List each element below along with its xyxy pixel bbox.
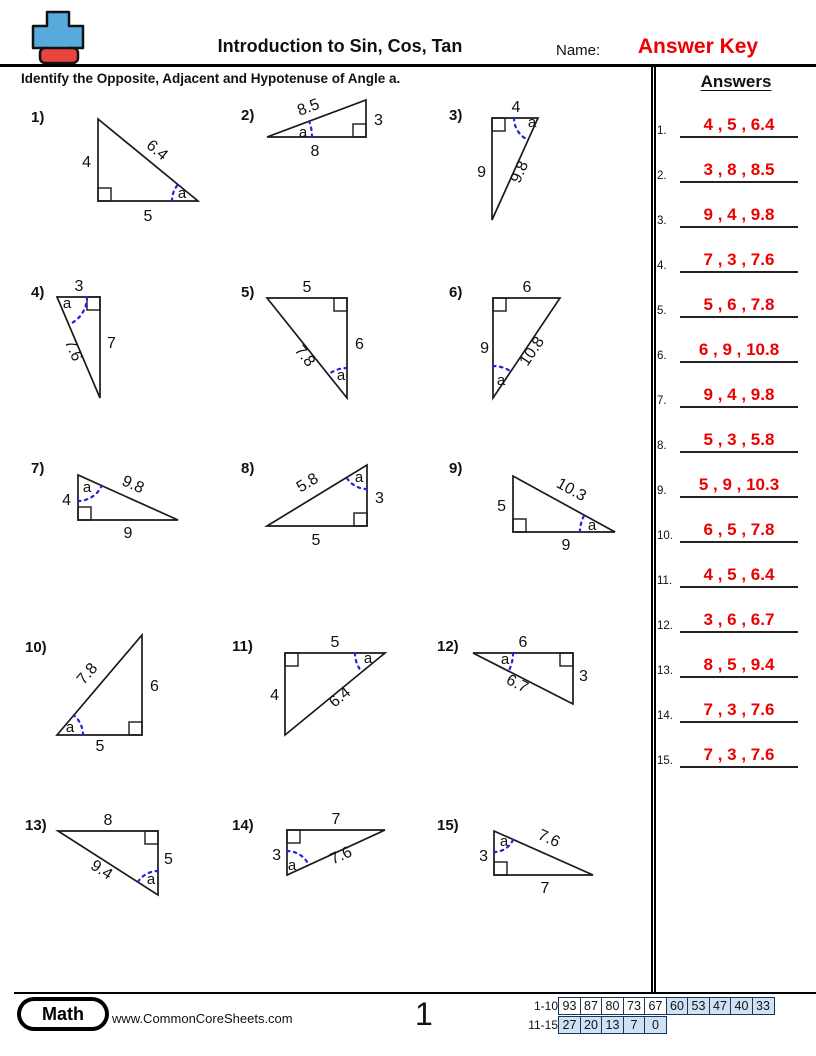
score-cell: 20 <box>580 1016 603 1034</box>
answer-number: 10. <box>657 530 673 542</box>
score-cell: 33 <box>752 997 775 1015</box>
side-label-hypotenuse: 10.8 <box>516 333 548 370</box>
score-cell: 87 <box>580 997 603 1015</box>
problem-6 <box>449 279 560 398</box>
problem-13 <box>25 812 173 895</box>
problem-number: 2) <box>241 107 255 124</box>
answer-row-13 <box>654 651 812 678</box>
answer-key-text: Answer Key <box>637 35 759 58</box>
angle-arc <box>74 715 83 735</box>
answer-value: 9 , 4 , 9.8 <box>680 205 798 228</box>
problem-10 <box>25 635 159 755</box>
angle-label: a <box>298 124 308 141</box>
right-angle-marker <box>492 118 505 131</box>
side-label-hypotenuse: 9.8 <box>119 472 147 498</box>
side-label-vertical: 7 <box>107 335 116 352</box>
answer-number: 5. <box>657 305 667 317</box>
answer-value: 7 , 3 , 7.6 <box>680 745 798 768</box>
right-angle-marker <box>494 862 507 875</box>
angle-label: a <box>82 479 92 496</box>
angle-label: a <box>146 871 156 888</box>
answer-value: 5 , 3 , 5.8 <box>680 430 798 453</box>
right-angle-marker <box>285 653 298 666</box>
right-angle-marker <box>145 831 158 844</box>
angle-arc <box>493 366 511 371</box>
problem-number: 10) <box>25 639 47 656</box>
answer-number: 12. <box>657 620 673 632</box>
side-label-hypotenuse: 6.7 <box>503 671 531 697</box>
side-label-hypotenuse: 7.8 <box>73 660 102 689</box>
score-cell: 7 <box>623 1016 646 1034</box>
problem-number: 13) <box>25 817 47 834</box>
right-angle-marker <box>560 653 573 666</box>
problem-number: 12) <box>437 638 459 655</box>
side-label-vertical: 3 <box>479 848 488 865</box>
answer-number: 1. <box>657 125 667 137</box>
side-label-vertical: 4 <box>82 154 91 171</box>
website-text: www.CommonCoreSheets.com <box>112 1011 293 1026</box>
problem-number: 11) <box>232 638 253 655</box>
side-label-horizontal: 9 <box>123 525 133 542</box>
score-row-label: 1-10 <box>533 999 558 1013</box>
problem-8 <box>241 460 384 549</box>
answer-number: 2. <box>657 170 667 182</box>
answer-value: 8 , 5 , 9.4 <box>680 655 798 678</box>
right-angle-marker <box>98 188 111 201</box>
score-row-11-15 <box>516 1016 667 1034</box>
answer-row-2 <box>654 156 812 183</box>
right-angle-marker <box>87 297 100 310</box>
score-row-1-10 <box>516 997 775 1015</box>
answer-value: 7 , 3 , 7.6 <box>680 700 798 723</box>
side-label-hypotenuse: 7.8 <box>290 342 319 371</box>
answer-row-9 <box>654 471 812 498</box>
angle-label: a <box>496 372 506 389</box>
problem-number: 7) <box>31 460 45 477</box>
right-angle-marker <box>353 124 366 137</box>
side-label-vertical: 3 <box>374 112 383 129</box>
problem-9 <box>449 460 615 554</box>
side-label-hypotenuse: 9.8 <box>507 158 533 186</box>
side-label-horizontal: 8 <box>310 143 320 160</box>
answer-row-8 <box>654 426 812 453</box>
score-cell: 13 <box>601 1016 624 1034</box>
side-label-hypotenuse: 8.5 <box>295 95 322 120</box>
answer-number: 4. <box>657 260 667 272</box>
side-label-vertical: 3 <box>579 668 588 685</box>
answer-row-14 <box>654 696 812 723</box>
score-row-label: 11-15 <box>528 1018 558 1032</box>
score-cell: 80 <box>601 997 624 1015</box>
side-label-horizontal: 6 <box>522 279 532 296</box>
angle-label: a <box>354 469 364 486</box>
answer-value: 4 , 5 , 6.4 <box>680 115 798 138</box>
side-label-horizontal: 8 <box>103 812 113 829</box>
triangle <box>267 465 367 526</box>
angle-label: a <box>336 367 346 384</box>
side-label-horizontal: 9 <box>561 537 571 554</box>
angle-label: a <box>499 833 509 850</box>
angle-arc <box>580 515 584 532</box>
right-angle-marker <box>354 513 367 526</box>
side-label-hypotenuse: 7.6 <box>535 826 563 852</box>
side-label-hypotenuse: 9.4 <box>87 857 116 884</box>
answer-number: 11. <box>657 575 673 587</box>
side-label-vertical: 6 <box>150 678 159 695</box>
answer-row-6 <box>654 336 812 363</box>
score-cell: 60 <box>666 997 689 1015</box>
footer-divider <box>14 992 816 994</box>
right-angle-marker <box>334 298 347 311</box>
answer-row-15 <box>654 741 812 768</box>
answer-row-10 <box>654 516 812 543</box>
answer-value: 3 , 8 , 8.5 <box>680 160 798 183</box>
side-label-horizontal: 3 <box>74 278 84 295</box>
side-label-horizontal: 5 <box>95 738 105 755</box>
right-angle-marker <box>493 298 506 311</box>
answer-row-7 <box>654 381 812 408</box>
answer-number: 15. <box>657 755 673 767</box>
side-label-horizontal: 7 <box>540 880 550 897</box>
instruction-text: Identify the Opposite, Adjacent and Hypotenuse of Angle a. <box>21 71 401 86</box>
side-label-horizontal: 7 <box>331 811 341 828</box>
angle-arc <box>69 297 87 325</box>
problem-3 <box>449 99 538 220</box>
score-cell: 47 <box>709 997 732 1015</box>
answers-heading: Answers <box>700 72 772 91</box>
problem-number: 3) <box>449 107 463 124</box>
answer-value: 6 , 5 , 7.8 <box>680 520 798 543</box>
answer-number: 8. <box>657 440 667 452</box>
triangle <box>58 831 158 895</box>
side-label-vertical: 4 <box>270 687 279 704</box>
side-label-hypotenuse: 6.4 <box>326 683 355 712</box>
answer-number: 6. <box>657 350 667 362</box>
answer-row-5 <box>654 291 812 318</box>
problem-number: 9) <box>449 460 463 477</box>
right-angle-marker <box>287 830 300 843</box>
answer-number: 7. <box>657 395 667 407</box>
score-cell: 93 <box>558 997 581 1015</box>
side-label-hypotenuse: 6.4 <box>142 136 171 165</box>
side-label-horizontal: 4 <box>511 99 521 116</box>
subject-badge <box>17 997 109 1031</box>
side-label-horizontal: 5 <box>330 634 340 651</box>
answer-row-1 <box>654 111 812 138</box>
name-label: Name: <box>556 42 601 59</box>
side-label-vertical: 3 <box>272 847 281 864</box>
problem-number: 5) <box>241 284 255 301</box>
answer-row-3 <box>654 201 812 228</box>
problem-number: 6) <box>449 284 463 301</box>
side-label-hypotenuse: 7.6 <box>327 843 355 869</box>
side-label-horizontal: 6 <box>518 634 528 651</box>
side-label-hypotenuse: 5.8 <box>293 470 322 497</box>
answer-number: 13. <box>657 665 673 677</box>
side-label-vertical: 5 <box>497 498 506 515</box>
problem-4 <box>31 278 116 398</box>
problem-11 <box>232 634 385 735</box>
side-label-vertical: 5 <box>164 851 173 868</box>
problem-5 <box>241 279 364 398</box>
angle-arc <box>309 121 312 137</box>
score-cell: 53 <box>687 997 710 1015</box>
answer-number: 3. <box>657 215 667 227</box>
answer-value: 9 , 4 , 9.8 <box>680 385 798 408</box>
answer-value: 6 , 9 , 10.8 <box>680 340 798 363</box>
side-label-horizontal: 5 <box>143 208 153 225</box>
answer-row-12 <box>654 606 812 633</box>
side-label-horizontal: 5 <box>302 279 312 296</box>
side-label-hypotenuse: 10.3 <box>553 475 589 506</box>
subject-badge-label: Math <box>21 1001 105 1027</box>
angle-label: a <box>177 185 187 202</box>
answer-row-4 <box>654 246 812 273</box>
answer-number: 9. <box>657 485 667 497</box>
side-label-vertical: 6 <box>355 336 364 353</box>
answer-value: 4 , 5 , 6.4 <box>680 565 798 588</box>
answer-value: 7 , 3 , 7.6 <box>680 250 798 273</box>
right-angle-marker <box>513 519 526 532</box>
problem-2 <box>241 96 383 160</box>
angle-arc <box>514 118 528 140</box>
score-cell: 67 <box>644 997 667 1015</box>
angle-label: a <box>527 114 537 131</box>
answer-value: 5 , 6 , 7.8 <box>680 295 798 318</box>
angle-label: a <box>363 650 373 667</box>
right-angle-marker <box>129 722 142 735</box>
problem-15 <box>437 817 593 897</box>
problem-number: 4) <box>31 284 45 301</box>
problem-number: 15) <box>437 817 459 834</box>
problem-number: 1) <box>31 109 45 126</box>
problem-number: 14) <box>232 817 254 834</box>
score-cell: 73 <box>623 997 646 1015</box>
answer-value: 5 , 9 , 10.3 <box>680 475 798 498</box>
page-number: 1 <box>415 996 433 1032</box>
angle-label: a <box>62 295 72 312</box>
problem-1 <box>31 109 198 225</box>
side-label-vertical: 3 <box>375 490 384 507</box>
side-label-hypotenuse: 7.6 <box>60 336 86 364</box>
problem-7 <box>31 460 178 542</box>
angle-arc <box>509 653 513 671</box>
problem-12 <box>437 634 588 704</box>
score-cell: 27 <box>558 1016 581 1034</box>
score-cell: 0 <box>644 1016 667 1034</box>
page-title: Introduction to Sin, Cos, Tan <box>217 36 463 56</box>
right-angle-marker <box>78 507 91 520</box>
problem-14 <box>232 811 385 875</box>
angle-label: a <box>287 857 297 874</box>
answer-number: 14. <box>657 710 673 722</box>
side-label-horizontal: 5 <box>311 532 321 549</box>
score-cell: 40 <box>730 997 753 1015</box>
angle-label: a <box>65 719 75 736</box>
side-label-vertical: 9 <box>477 164 486 181</box>
problem-number: 8) <box>241 460 255 477</box>
answer-value: 3 , 6 , 6.7 <box>680 610 798 633</box>
angle-label: a <box>500 651 510 668</box>
side-label-vertical: 4 <box>62 492 71 509</box>
answer-row-11 <box>654 561 812 588</box>
angle-label: a <box>587 517 597 534</box>
angle-arc <box>355 653 362 672</box>
side-label-vertical: 9 <box>480 340 489 357</box>
